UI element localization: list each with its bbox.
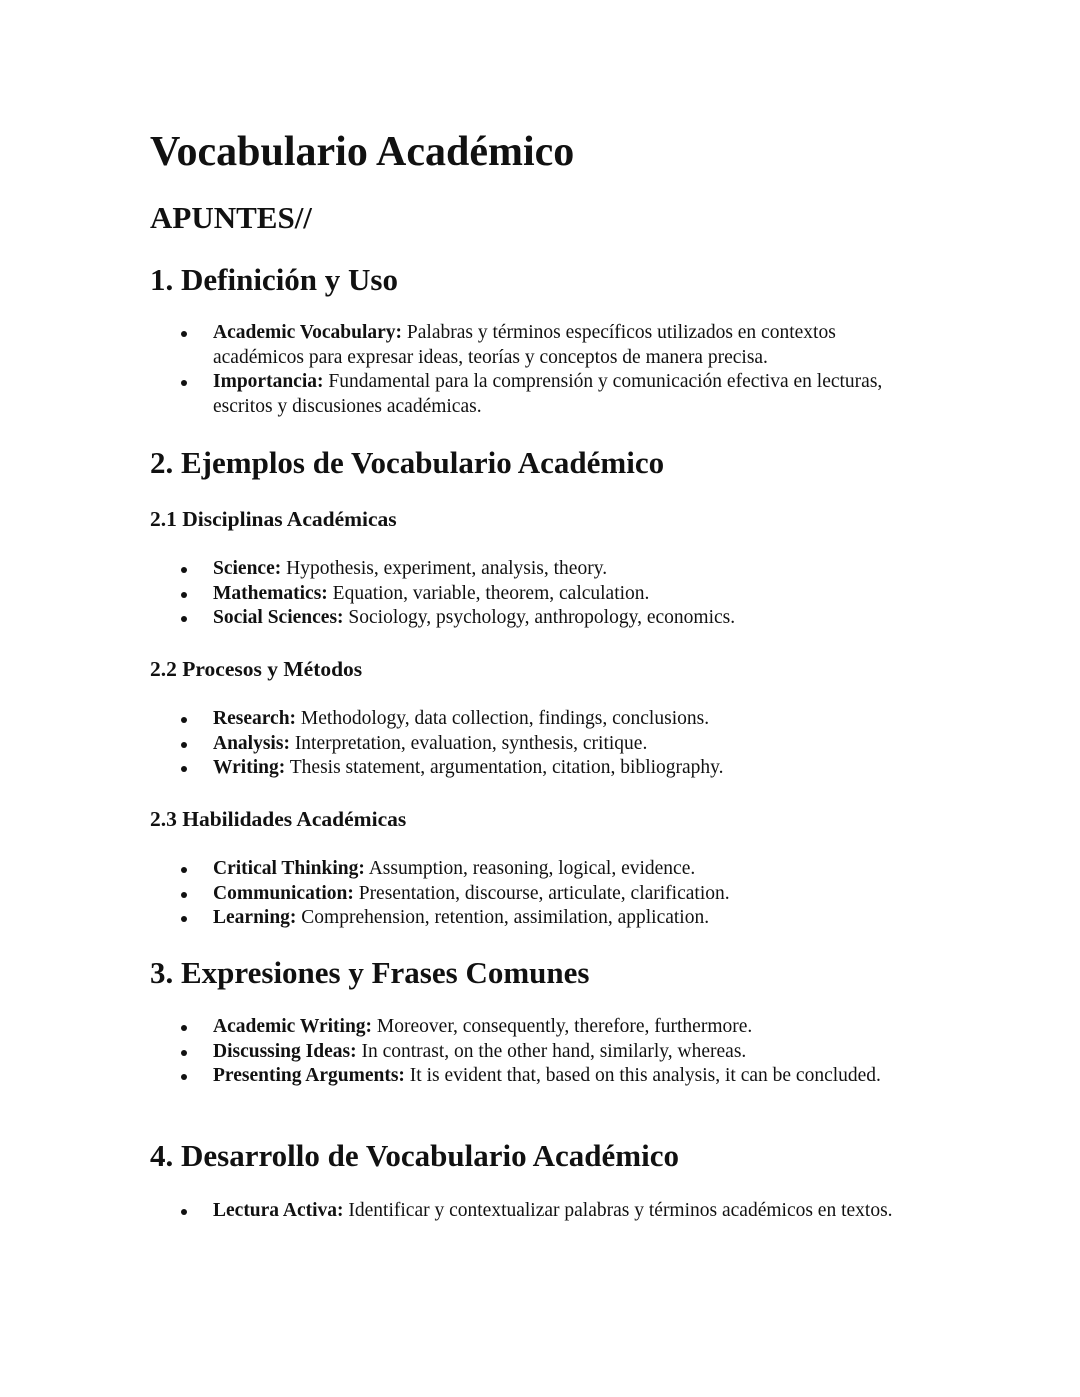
section-heading-ejemplos: 2. Ejemplos de Vocabulario Académico [150, 445, 665, 480]
list-item [150, 882, 930, 907]
item-text: Thesis statement, argumentation, citation, bibliography. [285, 757, 724, 778]
list-item [150, 707, 930, 732]
item-term: Learning: [213, 907, 297, 928]
item-term: Mathematics: [213, 582, 328, 604]
bullet-icon [181, 1209, 187, 1215]
item-text: In contrast, on the other hand, similarly, whereas. [356, 1040, 747, 1062]
list-item [150, 756, 930, 781]
expresiones-list [150, 1015, 930, 1089]
list-item [150, 1040, 930, 1065]
bullet-icon [181, 616, 187, 622]
item-text: Sociology, psychology, anthropology, economics. [343, 607, 736, 628]
item-term: Presenting Arguments: [213, 1065, 405, 1086]
bullet-icon [181, 916, 187, 922]
bullet-icon [181, 567, 187, 573]
bullet-icon [181, 867, 187, 873]
bullet-icon [181, 717, 187, 723]
list-item [150, 1199, 930, 1224]
definicion-list [150, 321, 930, 419]
item-term: Science: [213, 558, 282, 579]
section-heading-desarrollo: 4. Desarrollo de Vocabulario Académico [150, 1138, 679, 1173]
list-item [150, 906, 930, 931]
item-term: Academic Writing: [213, 1016, 373, 1037]
bullet-icon [181, 742, 187, 748]
item-text: Assumption, reasoning, logical, evidence. [364, 858, 696, 879]
item-text: Moreover, consequently, therefore, furthermore. [372, 1016, 753, 1037]
item-text: Interpretation, evaluation, synthesis, critique. [289, 732, 648, 754]
desarrollo-list [150, 1199, 930, 1224]
section-heading-definicion: 1. Definición y Uso [150, 262, 398, 297]
item-term: Writing: [213, 757, 286, 778]
item-text: Hypothesis, experiment, analysis, theory. [281, 558, 608, 579]
list-item [150, 557, 930, 582]
item-term: Critical Thinking: [213, 858, 365, 879]
item-text: Equation, variable, theorem, calculation. [327, 582, 650, 604]
subsection-heading-procesos: 2.2 Procesos y Métodos [150, 657, 363, 681]
bullet-icon [181, 331, 187, 337]
disciplinas-list [150, 557, 930, 631]
list-item [150, 370, 930, 419]
list-item [150, 1015, 930, 1040]
list-item [150, 857, 930, 882]
procesos-list [150, 707, 930, 781]
bullet-icon [181, 380, 187, 386]
bullet-icon [181, 1074, 187, 1080]
item-term: Communication: [213, 882, 354, 904]
bullet-icon [181, 766, 187, 772]
item-text: Comprehension, retention, assimilation, application. [296, 907, 710, 928]
item-text: Presentation, discourse, articulate, clarification. [353, 882, 730, 904]
list-item [150, 321, 930, 370]
item-text: Methodology, data collection, findings, conclusions. [296, 708, 710, 729]
item-term: Research: [213, 708, 297, 729]
list-item [150, 606, 930, 631]
list-item [150, 582, 930, 607]
item-term: Social Sciences: [213, 607, 344, 628]
bullet-icon [181, 892, 187, 898]
habilidades-list [150, 857, 930, 931]
item-term: Lectura Activa: [213, 1200, 344, 1221]
document-title: Vocabulario Académico [150, 129, 575, 175]
list-item [150, 732, 930, 757]
subsection-heading-disciplinas: 2.1 Disciplinas Académicas [150, 507, 397, 531]
subsection-heading-habilidades: 2.3 Habilidades Académicas [150, 807, 407, 831]
bullet-icon [181, 1025, 187, 1031]
item-term: Academic Vocabulary: [213, 322, 403, 343]
item-text: Fundamental para la comprensión y comunicación efectiva en lecturas, escritos y discusiones académicas. [213, 371, 883, 417]
item-text: It is evident that, based on this analysis, it can be concluded. [404, 1065, 881, 1086]
item-text: Identificar y contextualizar palabras y términos académicos en textos. [343, 1200, 893, 1221]
item-term: Analysis: [213, 732, 290, 754]
list-item [150, 1064, 930, 1089]
bullet-icon [181, 592, 187, 598]
section-heading-expresiones: 3. Expresiones y Frases Comunes [150, 955, 590, 990]
item-term: Discussing Ideas: [213, 1040, 357, 1062]
item-text: Palabras y términos específicos utilizados en contextos académicos para expresar ideas, teorías y conceptos de manera precisa. [213, 322, 836, 368]
document-subtitle: APUNTES// [150, 200, 312, 235]
item-term: Importancia: [213, 371, 324, 392]
bullet-icon [181, 1050, 187, 1056]
